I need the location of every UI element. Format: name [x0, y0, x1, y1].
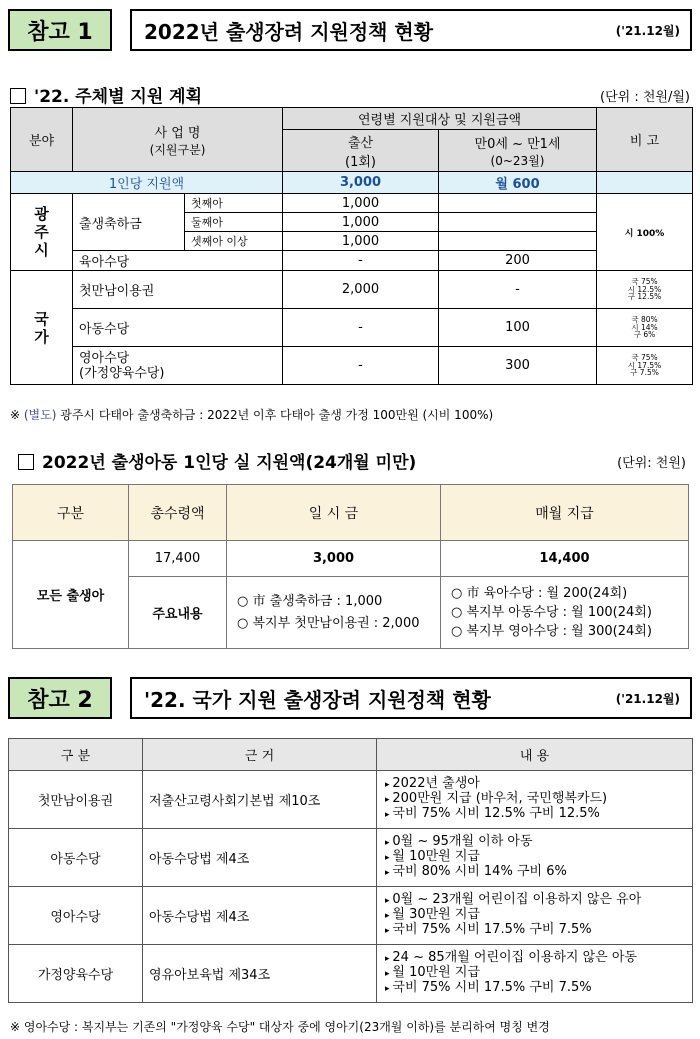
- t3-row: [9, 771, 693, 829]
- t3-basis: 아동수당법 제4조: [143, 887, 377, 945]
- t3-basis: 저출산고령사회기본법 제10조: [143, 771, 377, 829]
- per-person-label: 1인당 지원액: [11, 172, 283, 194]
- checkbox-square-icon: [10, 88, 26, 104]
- ref2-title: '22. 국가 지원 출생장려 지원정책 현황: [144, 687, 491, 712]
- child1: 첫째아: [185, 194, 283, 213]
- first-birth: 2,000: [283, 271, 439, 309]
- national-label: 국 가: [11, 271, 73, 385]
- t3-name: 첫만남이용권: [9, 771, 143, 829]
- ref2-title-box: [130, 677, 692, 719]
- national-policy-table: [8, 738, 693, 1003]
- all-newborns: 모든 출생아: [13, 541, 129, 649]
- per-person-row: [11, 172, 693, 194]
- header-birth: 출산 (1회): [283, 130, 439, 172]
- child-birth: -: [283, 309, 439, 347]
- first-label: 첫만남이용권: [73, 271, 283, 309]
- t3-basis: 영유아보육법 제34조: [143, 945, 377, 1003]
- header-note: 비 고: [597, 108, 693, 172]
- ref1-badge-label: 참고 1: [27, 19, 93, 45]
- section1-title: [10, 82, 202, 107]
- lump-items: ○ 市 출생축하금 : 1,000 ○ 복지부 첫만남이용권 : 2,000: [227, 577, 441, 649]
- header-field: 분야: [11, 108, 73, 172]
- first-month: -: [439, 271, 597, 309]
- per-birth: 3,000: [283, 172, 439, 194]
- t2-header-2: 총수령액: [129, 485, 227, 541]
- section2-title-text: 2022년 출생아동 1인당 실 지원액(24개월 미만): [42, 453, 417, 473]
- section1-unit: (단위 : 천원/월): [600, 90, 690, 105]
- section2-title: [18, 448, 416, 473]
- child2: 둘째아: [185, 213, 283, 232]
- t3-header-3: 내 용: [377, 739, 693, 771]
- header-name: 사 업 명 (지원구분): [73, 108, 283, 172]
- actual-support-table: [12, 484, 689, 649]
- t2-header-3: 일 시 금: [227, 485, 441, 541]
- amt1: 1,000: [283, 194, 439, 213]
- gj-note: 시 100%: [597, 194, 693, 271]
- t2-header-4: 매월 지급: [441, 485, 689, 541]
- amt3: 1,000: [283, 232, 439, 251]
- t3-items: ▸ 0월 ~ 95개월 이하 아동 ▸ 월 10만원 지급 ▸ 국비 80% 시비 14% 구비 6%: [377, 829, 693, 887]
- t3-items: ▸ 0월 ~ 23개월 어린이집 이용하지 않은 유아 ▸ 월 30만원 지급 ▸ 국비 75% 시비 17.5% 구비 7.5%: [377, 887, 693, 945]
- t3-row: [9, 829, 693, 887]
- main-content-label: 주요내용: [129, 577, 227, 649]
- support-plan-table: [10, 107, 693, 385]
- t3-basis: 아동수당법 제4조: [143, 829, 377, 887]
- care-month: 200: [439, 251, 597, 271]
- amt2: 1,000: [283, 213, 439, 232]
- ref1-title-box: [130, 9, 692, 51]
- ref2-badge-label: 참고 2: [27, 687, 93, 713]
- total-amount: 17,400: [129, 541, 227, 577]
- monthly-items: ○ 市 육아수당 : 월 200(24회) ○ 복지부 아동수당 : 월 100(24회) ○ 복지부 영아수당 : 월 300(24회): [441, 577, 689, 649]
- gj-item: 출생축하금: [73, 194, 185, 251]
- infant-month: 300: [439, 347, 597, 385]
- t3-row: [9, 887, 693, 945]
- lump-amount: 3,000: [227, 541, 441, 577]
- section1-title-text: '22. 주체별 지원 계획: [34, 87, 203, 107]
- infant-note: 국 75% 시 17.5% 구 7.5%: [597, 347, 693, 385]
- child3: 셋째아 이상: [185, 232, 283, 251]
- header-range: 만0세 ~ 만1세 (0~23월): [439, 130, 597, 172]
- infant-birth: -: [283, 347, 439, 385]
- t3-items: ▸ 2022년 출생아 ▸ 200만원 지급 (바우처, 국민행복카드) ▸ 국비 75% 시비 12.5% 구비 12.5%: [377, 771, 693, 829]
- t3-name: 영아수당: [9, 887, 143, 945]
- checkbox-square-icon: [18, 454, 34, 470]
- header-age: 연령별 지원대상 및 지원금액: [283, 108, 597, 130]
- t3-name: 가정양육수당: [9, 945, 143, 1003]
- infant-label: 영아수당 (가정양육수당): [73, 347, 283, 385]
- note1: ※ (별도) 광주시 다태아 출생축하금 : 2022년 이후 다태아 출생 가정 100만원 (시비 100%): [10, 408, 494, 422]
- ref2-date: ('21.12월): [615, 691, 680, 706]
- t2-header-1: 구분: [13, 485, 129, 541]
- t3-header-2: 근 거: [143, 739, 377, 771]
- care-birth: -: [283, 251, 439, 271]
- per-month: 월 600: [439, 172, 597, 194]
- care-label: 육아수당: [73, 251, 283, 271]
- child-allow-label: 아동수당: [73, 309, 283, 347]
- t3-header-1: 구 분: [9, 739, 143, 771]
- child-note: 국 80% 시 14% 구 6%: [597, 309, 693, 347]
- section2-unit: (단위: 천원): [617, 456, 686, 471]
- ref1-date: ('21.12월): [615, 23, 680, 38]
- t3-row: [9, 945, 693, 1003]
- gwangju-label: 광 주 시: [11, 194, 73, 271]
- ref1-title: 2022년 출생장려 지원정책 현황: [144, 19, 434, 44]
- first-note: 국 75% 시 12.5% 구 12.5%: [597, 271, 693, 309]
- t3-name: 아동수당: [9, 829, 143, 887]
- t3-items: ▸ 24 ~ 85개월 어린이집 이용하지 않은 아동 ▸ 월 10만원 지급 ▸ 국비 75% 시비 17.5% 구비 7.5%: [377, 945, 693, 1003]
- ref1-badge: [8, 9, 112, 51]
- monthly-amount: 14,400: [441, 541, 689, 577]
- child-month: 100: [439, 309, 597, 347]
- note3: ※ 영아수당 : 복지부는 기존의 "가정양육 수당" 대상자 중에 영아기(23개월 이하)를 분리하여 명칭 변경: [10, 1020, 550, 1034]
- ref2-badge: [8, 677, 112, 719]
